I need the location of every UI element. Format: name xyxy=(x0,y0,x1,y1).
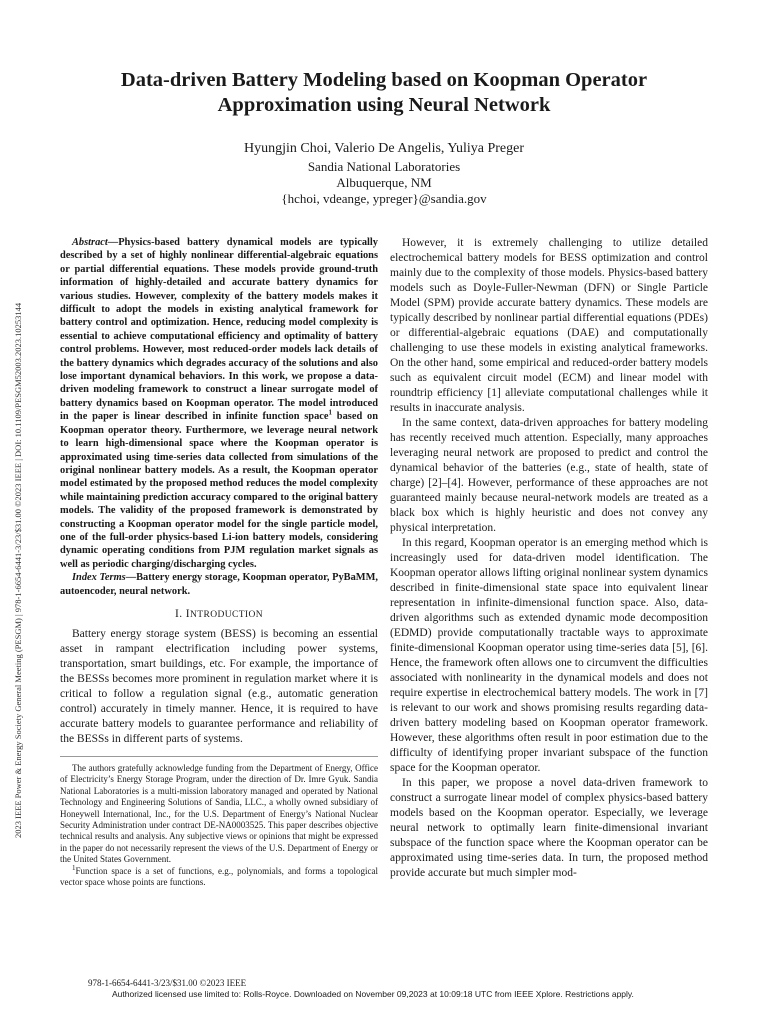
section-title-cap: I xyxy=(185,607,190,620)
paper-title-line-1: Data-driven Battery Modeling based on Koopman Operator xyxy=(120,69,648,91)
right-paragraph-3 xyxy=(390,536,708,776)
abstract-body-part-2: based on Koopman operator theory. Furthermore, we leverage neural network to learn high-dimensional space where the Koopman operator is approximated using time-series data collected from simulations of the original nonlinear battery models. As a result, the Koopman operator model estimated by the proposed method reduces the model complexity while maintaining prediction accuracy compared to the original battery models. The validity of the proposed framework is demonstrated by constructing a Koopman operator model for the single particle model, one of the full-order physics-based Li-ion battery models, considering dynamic operating conditions from PJM regulation market signals as well as periodic charging/discharging cycles. xyxy=(60,411,378,570)
author-emails: {hchoi, vdeange, ypreger}@sandia.gov xyxy=(281,191,487,206)
intro-paragraph-text: Battery energy storage system (BESS) is becoming an essential asset in rampant electrification including power systems, transportation, smart buildings, etc. For example, the importance of the BESSs becomes more prominent in regulation market where it is critical to follow a regulation signal (e.g., automatic generation control) accurately in timely manner. Hence, it is required to have accurate battery models to guarantee performance and reliability of the BESSs in different parts of systems. xyxy=(60,627,378,745)
section-heading-introduction xyxy=(60,607,378,623)
paper-title xyxy=(80,68,688,118)
right-paragraph-1 xyxy=(390,236,708,416)
footer-license-notice: Authorized licensed use limited to: Rolls-Royce. Downloaded on November 09,2023 at 10:09:18 UTC from IEEE Xplore. Restrictions apply. xyxy=(112,989,634,999)
index-terms-label: Index Terms xyxy=(72,572,126,584)
section-title-rest: NTRODUCTION xyxy=(190,609,264,620)
publication-info-vertical: 2023 IEEE Power & Energy Society General Meeting (PESGM) | 978-1-6654-6441-3/23/$31.00 ©2023 IEEE | DOI: 10.1109/PESGM52003.2023.10253144 xyxy=(13,302,23,838)
paper-title-line-2: Approximation using Neural Network xyxy=(217,94,551,116)
intro-paragraph xyxy=(60,627,378,747)
footnote-marker: 1 xyxy=(328,408,333,417)
funding-footnote-text: The authors gratefully acknowledge funding from the Department of Energy, Office of Electricity’s Energy Storage Program, under the direction of Dr. Imre Gyuk. Sandia National Laboratories is a multi-mission laboratory managed and operated by National Technology and Engineering Solutions of Sandia, LLC., a wholly owned subsidiary of Honeywell International, Inc., for the U.S. Department of Energy’s National Nuclear Security Administration under contract DE-NA0003525. This paper describes objective technical results and analysis. Any subjective views or opinions that might be expressed in the paper do not necessarily represent the views of the U.S. Department of Energy or the United States Government. xyxy=(60,762,378,865)
footer-isbn: 978-1-6654-6441-3/23/$31.00 ©2023 IEEE xyxy=(88,978,247,988)
left-margin-sidebar xyxy=(0,0,23,1024)
right-paragraph-3-text: In this regard, Koopman operator is an emerging method which is increasingly used for data-driven model identification. The Koopman operator allows lifting original nonlinear system dynamics described in finite-dimensional state space into equivalent linear representation in infinite-dimensional function space. Also, data-driven algorithms such as extended dynamic mode decomposition (EDMD) provide computationally tractable ways to approximate finite-dimensional Koopman operator using time-series data [5], [6]. Hence, the framework often allows one to circumvent the difficulties associated with nonlinearity in the dynamical models and does not require expertise in electrochemical battery models. The work in [7] is relevant to our work and shows promising results regarding data-driven battery modeling based on Koopman operator framework. However, these algorithms often result in poor estimation due to the difficulty of identifying proper invariant subspace of the function space for the Koopman operator. xyxy=(390,537,708,774)
right-paragraph-4 xyxy=(390,776,708,881)
abstract-body-part-1: —Physics-based battery dynamical models are typically described by a set of highly nonlinear differential-algebraic equations or partial differential equations. These models provide ground-truth information of highly-detailed and accurate battery dynamics for various studies. However, complexity of the battery models makes it difficult to adopt the models in existing analytical framework for battery control and optimization. Hence, reducing model complexity is essential to achieve computational efficiency and optimality of battery control problems. However, most reduced-order models lack details of the battery dynamics which degrades accuracy of the solutions and also lose important dynamical behaviors. In this work, we propose a data-driven modeling framework to construct a linear surrogate model of battery dynamics based on Koopman operator. The model introduced in the paper is linear described in infinite function space xyxy=(60,237,378,423)
right-paragraph-1-text: However, it is extremely challenging to utilize detailed electrochemical battery models for BESS optimization and control mainly due to the complexity of those models. Physics-based battery models such as Doyle-Fuller-Newman (DFN) or Single Particle Model (SPM) provide accurate battery dynamics. These models are typically described by nonlinear partial differential equations (PDEs) or differential-algebraic equations (DAE) and computationally challenging to use these models in existing analytical frameworks. On the other hand, some empirical and reduced-order battery models such as equivalent circuit model (ECM) and linear model with roundtrip efficiency [1] alleviate computational challenges while it results in inaccurate analysis. xyxy=(390,237,708,414)
abstract-label: Abstract xyxy=(72,237,108,248)
left-column xyxy=(60,236,378,888)
section-numeral: I. xyxy=(174,607,186,620)
right-paragraph-4-text: In this paper, we propose a novel data-driven framework to construct a surrogate linear model of complex physics-based battery models based on the Koopman operator. Especially, we leverage neural network to optimally learn finite-dimensional invariant subspace of the function space where the Koopman operator can be approximated using time-series data. In turn, the proposed method provide accurate but much simpler mod- xyxy=(390,777,708,879)
footnote-divider xyxy=(60,756,378,757)
right-paragraph-2-text: In the same context, data-driven approaches for battery modeling has recently received much attention. Especially, many approaches leveraging neural network are proposed to predict and control the dynamical behavior of the batteries (e.g., state of health, state of charge) [2]–[4]. However, performance of these approaches are not guaranteed mainly because neural-network models are treated as a black box which is highly heuristic and does not convey any physical interpretation. xyxy=(390,417,708,534)
index-terms xyxy=(60,571,378,598)
right-column xyxy=(390,236,708,881)
function-space-footnote-mark: 1 xyxy=(72,863,76,872)
function-space-footnote-text: Function space is a set of functions, e.g., polynomials, and forms a topological vector space whose points are functions. xyxy=(60,865,378,888)
author-names: Hyungjin Choi, Valerio De Angelis, Yuliya Preger xyxy=(244,141,524,156)
index-terms-body: —Battery energy storage, Koopman operator, PyBaMM, autoencoder, neural network. xyxy=(60,572,378,597)
location: Albuquerque, NM xyxy=(336,175,432,190)
abstract xyxy=(60,236,378,571)
right-paragraph-2 xyxy=(390,416,708,536)
author-block xyxy=(80,140,688,207)
affiliation: Sandia National Laboratories xyxy=(307,159,461,174)
funding-footnote xyxy=(60,763,378,866)
function-space-footnote xyxy=(60,863,378,889)
